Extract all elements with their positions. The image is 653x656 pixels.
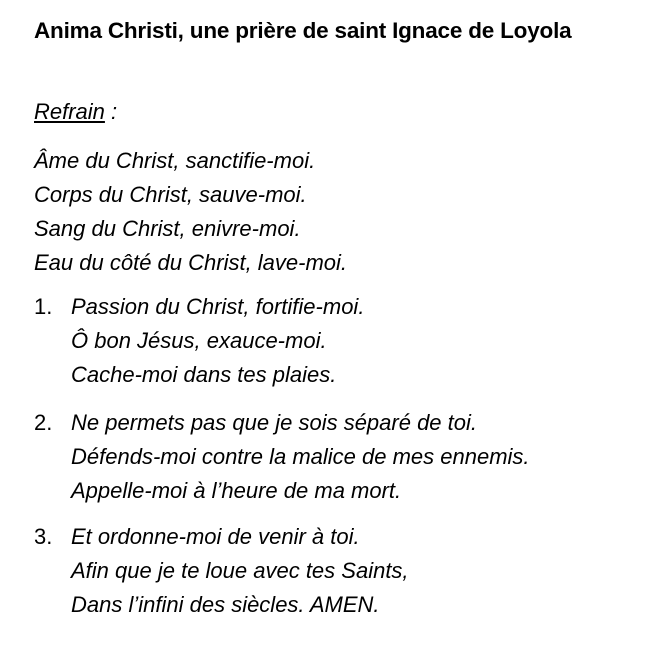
document-title: Anima Christi, une prière de saint Ignace de Loyola bbox=[34, 18, 572, 43]
refrain-line: Corps du Christ, sauve-moi. bbox=[34, 182, 307, 207]
stanza-line: Passion du Christ, fortifie-moi. bbox=[71, 294, 365, 319]
stanza-number: 3. bbox=[34, 524, 53, 549]
refrain-line: Âme du Christ, sanctifie-moi. bbox=[34, 148, 316, 173]
stanza-line: Cache-moi dans tes plaies. bbox=[71, 362, 337, 387]
refrain-heading bbox=[34, 98, 117, 126]
stanza-line: Défends-moi contre la malice de mes ennemis. bbox=[71, 444, 530, 469]
stanza-line: Et ordonne-moi de venir à toi. bbox=[71, 524, 360, 549]
stanza-line: Appelle-moi à l’heure de ma mort. bbox=[71, 478, 402, 503]
stanza-lines bbox=[71, 520, 409, 622]
refrain-line: Eau du côté du Christ, lave-moi. bbox=[34, 250, 348, 275]
stanza-number: 1. bbox=[34, 294, 53, 319]
stanza-line: Ô bon Jésus, exauce-moi. bbox=[71, 328, 327, 353]
stanza-number: 2. bbox=[34, 410, 53, 435]
refrain-label: Refrain bbox=[34, 99, 105, 124]
stanza-lines bbox=[71, 406, 530, 508]
stanza-line: Afin que je te loue avec tes Saints, bbox=[71, 558, 409, 583]
refrain-text bbox=[34, 144, 347, 280]
stanza-line: Ne permets pas que je sois séparé de toi. bbox=[71, 410, 478, 435]
stanza-lines bbox=[71, 290, 364, 392]
refrain-label-colon: : bbox=[104, 99, 118, 124]
refrain-line: Sang du Christ, enivre-moi. bbox=[34, 216, 301, 241]
stanza-line: Dans l’infini des siècles. AMEN. bbox=[71, 592, 380, 617]
